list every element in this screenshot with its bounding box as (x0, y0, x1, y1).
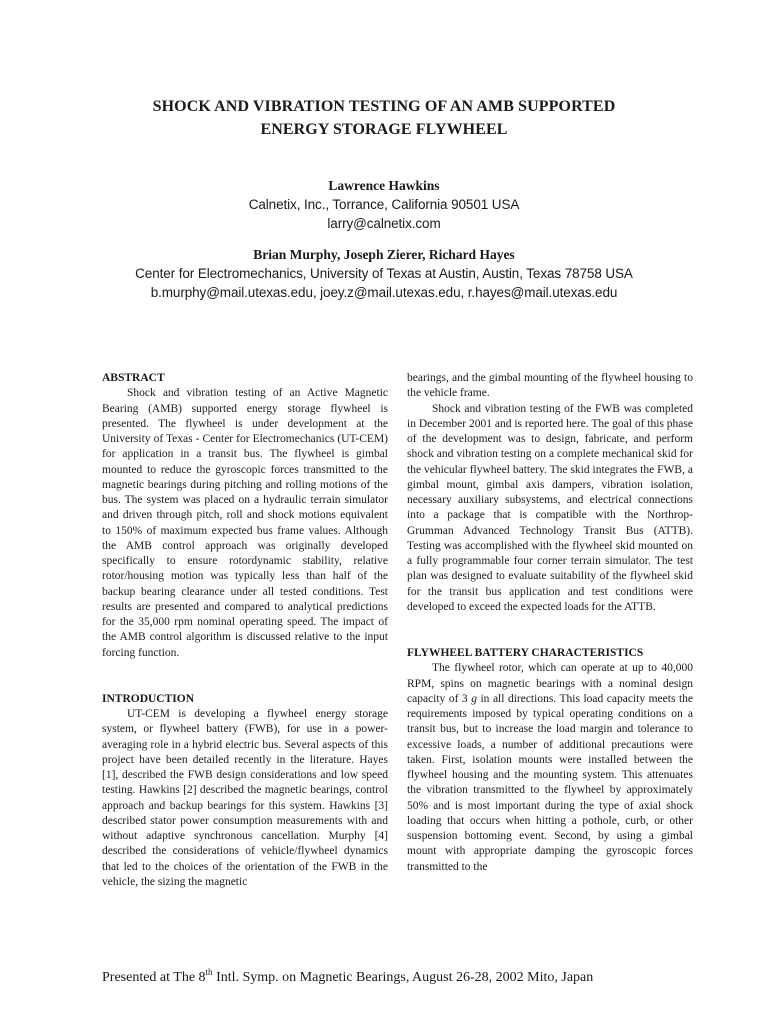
author-name: Brian Murphy, Joseph Zierer, Richard Hayes (253, 247, 515, 262)
author-block-1 (0, 176, 768, 233)
left-column (102, 371, 388, 890)
italic-g: g (471, 692, 477, 705)
author-affiliation: Center for Electromechanics, University of Texas at Austin, Austin, Texas 78758 USA (135, 266, 633, 281)
characteristics-paragraph (407, 661, 693, 875)
author-name: Lawrence Hawkins (328, 178, 440, 193)
footer-prefix: Presented at The 8 (102, 970, 206, 985)
right-column (407, 371, 693, 875)
characteristics-heading: FLYWHEEL BATTERY CHARACTERISTICS (407, 647, 644, 659)
footer-suffix: Intl. Symp. on Magnetic Bearings, August 26-28, 2002 Mito, Japan (212, 970, 594, 985)
author-affiliation: Calnetix, Inc., Torrance, California 90501 USA (248, 197, 520, 212)
introduction-paragraph: UT-CEM is developing a flywheel energy storage system, or flywheel battery (FWB), for use in a power-averaging role in a hybrid electric bus. Several aspects of this project have been detailed recently in the literature. Hayes [1], described the FWB design considerations and low speed testing. Hawkins [2] described the magnetic bearings, control approach and backup bearings for this system. Hawkins [3] described stator power consumption measurements with and without adaptive synchronous cancellation. Murphy [4] described the considerations of vehicle/flywheel dynamics that led to the choices of the orientation of the FWB in the vehicle, the sizing the magnetic (102, 708, 388, 888)
abstract-text: Shock and vibration testing of an Active Magnetic Bearing (AMB) supported energy storage flywheel is presented. The flywheel is under development at the University of Texas - Center for Electromechanics (UT-CEM) for application in a transit bus. The flywheel is gimbal mounted to reduce the gyroscopic forces transmitted to the magnetic bearings during pitching and rolling motions of the bus. The system was placed on a hydraulic terrain simulator and driven through pitch, roll and shock motions equivalent to 150% of maximum expected bus frame values. Although the AMB control approach was originally developed specifically to ensure rotordynamic stability, relative rotor/housing motion was typically less than half of the backup bearing clearance under all tested conditions. Test results are presented and compared to analytical predictions for the 35,000 rpm nominal operating speed. The impact of the AMB control algorithm is discussed relative to the input forcing function. (102, 387, 388, 659)
text-span: in all directions. This load capacity meets the requirements imposed by typical operating conditions on a transit bus, but to increase the load margin and tolerance to excessive loads, a number of additional precautions were taken. First, isolation mounts were installed between the flywheel housing and the mounting system. This attenuates the vibration transmitted to the flywheel by approximately 50% and is most important during the type of axial shock loading that occurs when hitting a pothole, curb, or other suspension bottoming event. Second, by using a gimbal mount with appropriate damping the gyroscopic forces transmitted to the (407, 692, 693, 873)
author-email[interactable]: larry@calnetix.com (327, 216, 441, 231)
author-block-2 (0, 245, 768, 302)
introduction-paragraph-2: Shock and vibration testing of the FWB was completed in December 2001 and is reported here. The goal of this phase of the development was to design, fabricate, and perform shock and vibration testing on a complete mechanical skid for the vehicular flywheel battery. The skid integrates the FWB, a gimbal mount, gimbal axis dampers, vibration isolation, necessary auxiliary subsystems, and electrical connections into a package that is compatible with the Northrop-Grumman Advanced Technology Transit Bus (ATTB). Testing was accomplished with the flywheel skid mounted on a fully programmable four corner terrain simulator. The test plan was designed to evaluate suitability of the flywheel skid for the transit bus application and test conditions were developed to exceed the expected loads for the ATTB. (407, 402, 693, 613)
title-line-1: SHOCK AND VIBRATION TESTING OF AN AMB SUPPORTED (152, 98, 616, 115)
introduction-heading: INTRODUCTION (102, 692, 195, 705)
title-line-2: ENERGY STORAGE FLYWHEEL (260, 121, 508, 138)
text-span: The flywheel rotor, which can operate at up to 40,000 RPM, spins on magnetic bearings with a nominal design capacity of 3 (407, 662, 693, 705)
paper-title (0, 95, 768, 141)
footer-superscript: th (205, 967, 213, 977)
introduction-continued: bearings, and the gimbal mounting of the flywheel housing to the vehicle frame. (407, 372, 693, 400)
abstract-heading: ABSTRACT (102, 372, 165, 384)
author-email[interactable]: b.murphy@mail.utexas.edu, joey.z@mail.utexas.edu, r.hayes@mail.utexas.edu (150, 285, 618, 300)
footer-note (102, 967, 593, 986)
